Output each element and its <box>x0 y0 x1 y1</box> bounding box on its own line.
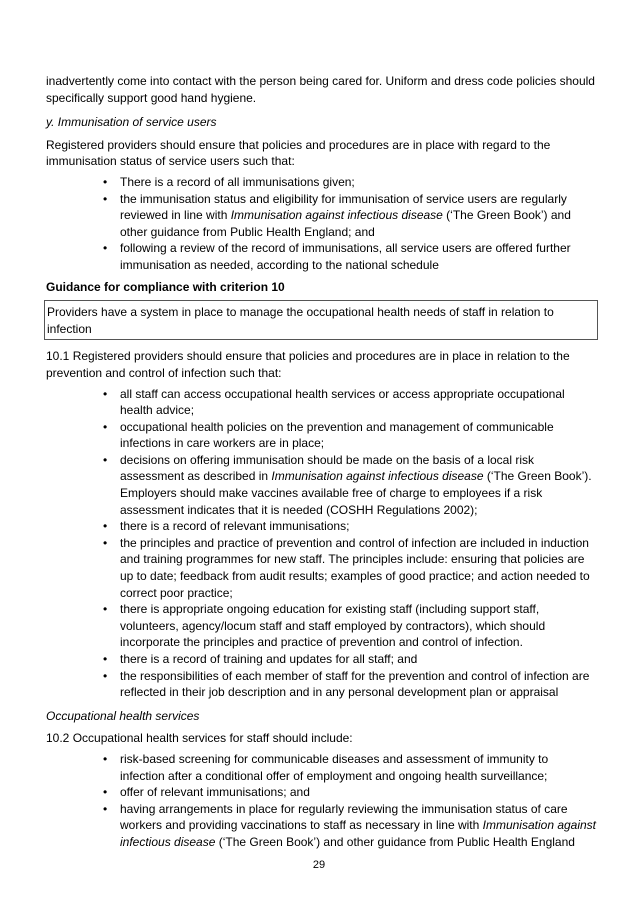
section-10-1-lead: 10.1 Registered providers should ensure that policies and procedures are in place in relation to the prevention and control of infection such that: <box>46 349 570 380</box>
list-item-text: offer of relevant immunisations; and <box>120 785 310 800</box>
list-item-text: (‘The Green Book’). Employers should make vaccines available free of charge to employees if a risk assessment indicates that it is needed (COSHH Regulations 2002); <box>120 469 592 517</box>
list-item <box>120 174 596 191</box>
list-item-text: (‘The Green Book’) and other guidance from Public Health England <box>215 834 575 849</box>
list-item <box>120 651 596 668</box>
criterion-box <box>44 300 598 340</box>
section-y-lead: Registered providers should ensure that policies and procedures are in place with regard to the immunisation status of service users such that: <box>46 137 551 169</box>
page-number: 29 <box>312 859 326 871</box>
list-item <box>120 191 596 241</box>
list-item-text: there is a record of relevant immunisations; <box>120 519 350 534</box>
ohs-lead: 10.2 Occupational health services for staff should include: <box>46 731 353 746</box>
list-item-text: risk-based screening for communicable diseases and assessment of immunity to infection after a conditional offer of employment and ongoing health surveillance; <box>120 751 549 783</box>
ohs-heading: Occupational health services <box>46 708 200 723</box>
list-item <box>120 801 596 851</box>
publication-title: Immunisation against infectious disease <box>230 208 443 223</box>
section-y-heading: y. Immunisation of service users <box>46 115 217 130</box>
list-item-text: (‘The Green Book’) and other guidance from Public Health England; and <box>120 208 571 239</box>
list-item-text: occupational health policies on the prevention and management of communicable infections in care workers are in place; <box>120 419 554 451</box>
publication-title: Immunisation against infectious disease <box>120 818 597 849</box>
section-y-list <box>46 174 596 274</box>
list-item-text: there is a record of training and updates for all staff; and <box>120 652 418 666</box>
list-item <box>120 240 596 273</box>
criterion-box-text: Providers have a system in place to manage the occupational health needs of staff in relation to infection <box>47 305 554 336</box>
publication-title: Immunisation against infectious disease <box>271 469 484 484</box>
list-item-text: decisions on offering immunisation should be made on the basis of a local risk assessment as described in <box>120 452 535 484</box>
list-item-text: the immunisation status and eligibility for immunisation of service users are regularly reviewed in line with <box>120 191 567 223</box>
list-item <box>120 668 596 701</box>
list-item <box>120 535 596 601</box>
list-item-text: the principles and practice of prevention and control of infection are included in induction and training programmes for new staff. The principles include: ensuring that policies are up to date; feedback from audit results; examples of good practice; and action needed to correct poor practice; <box>120 535 590 600</box>
intro-paragraph: inadvertently come into contact with the person being cared for. Uniform and dress code policies should specifically support good hand hygiene. <box>46 74 595 105</box>
list-item-text: there is appropriate ongoing education for existing staff (including support staff, volunteers, agency/locum staff and staff employed by contractors), which should incorporate the principles and practice of prevention and control of infection. <box>120 602 546 650</box>
list-item-text: all staff can access occupational health services or access appropriate occupational health advice; <box>120 386 565 418</box>
list-item <box>120 419 596 452</box>
list-item-text: having arrangements in place for regularly reviewing the immunisation status of care workers and providing vaccinations to staff as necessary in line with <box>120 801 568 833</box>
list-item-text: the responsibilities of each member of staff for the prevention and control of infection are reflected in their job description and in any personal development plan or appraisal <box>120 668 590 700</box>
list-item <box>120 386 596 419</box>
list-item-text: following a review of the record of immunisations, all service users are offered further immunisation as needed, according to the national schedule <box>120 241 571 272</box>
ohs-list <box>46 751 596 851</box>
list-item <box>120 601 596 651</box>
criterion-heading: Guidance for compliance with criterion 10 <box>46 279 285 294</box>
section-10-1-list <box>46 386 596 701</box>
list-item <box>120 751 596 784</box>
list-item <box>120 452 596 518</box>
list-item-text: There is a record of all immunisations given; <box>120 174 355 189</box>
document-page <box>46 73 596 856</box>
list-item <box>120 784 596 801</box>
list-item <box>120 518 596 535</box>
